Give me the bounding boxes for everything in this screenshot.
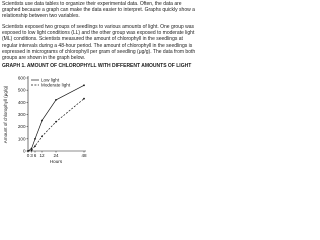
x-tick-label: 48 <box>81 153 87 158</box>
data-point <box>34 145 36 147</box>
y-axis-label: Amount of chlorophyll (μg/g) <box>3 85 8 144</box>
data-point <box>55 99 57 101</box>
data-point <box>34 138 36 140</box>
data-point <box>41 120 43 122</box>
y-tick-label: 200 <box>17 124 26 130</box>
series-line-low-light <box>28 82 84 151</box>
data-point <box>31 149 33 151</box>
data-point <box>83 84 85 86</box>
data-point <box>55 121 57 123</box>
x-tick-label: 12 <box>39 153 45 158</box>
line-chart <box>0 0 200 169</box>
intro-paragraph-2: Scientists exposed two groups of seedlings to various amounts of light. One group was exposed to low light conditions (LL) and the other group was exposed to moderate light (ML) conditions. Scientists measured the amount of chlorophyll in the seedlings at regular intervals during a 48-hour period. The amount of chlorophyll in the seedlings is expressed in micrograms of chlorophyll per gram of seedling (μg/g). The data from both groups are shown in the graph below. <box>2 24 196 62</box>
x-tick-label: 0 <box>26 153 30 158</box>
y-tick-label: 400 <box>17 99 26 105</box>
y-tick-label: 0 <box>22 148 26 154</box>
y-tick-label: 600 <box>17 75 26 81</box>
y-tick-label: 500 <box>17 87 26 93</box>
legend-label: Moderate light <box>41 82 71 88</box>
data-point <box>27 150 29 152</box>
chart-title: GRAPH 1. AMOUNT OF CHLOROPHYLL WITH DIFFERENT AMOUNTS OF LIGHT <box>2 63 192 69</box>
series-line-moderate-light <box>28 99 84 151</box>
intro-paragraph-1: Scientists use data tables to organize their experimental data. Often, the data are graphed because a graph can make the data easier to interpret. Graphs quickly show a relationship between two variables. <box>2 1 195 20</box>
y-tick-label: 100 <box>17 136 26 142</box>
y-tick-label: 300 <box>17 112 26 117</box>
legend-label: Low light <box>41 77 60 83</box>
x-tick-label: 6 <box>33 153 37 158</box>
data-point <box>41 136 43 138</box>
x-tick-label: 24 <box>53 153 59 158</box>
x-tick-label: 3 <box>30 153 33 158</box>
data-point <box>83 98 85 100</box>
x-axis-label: Hours <box>49 159 63 164</box>
